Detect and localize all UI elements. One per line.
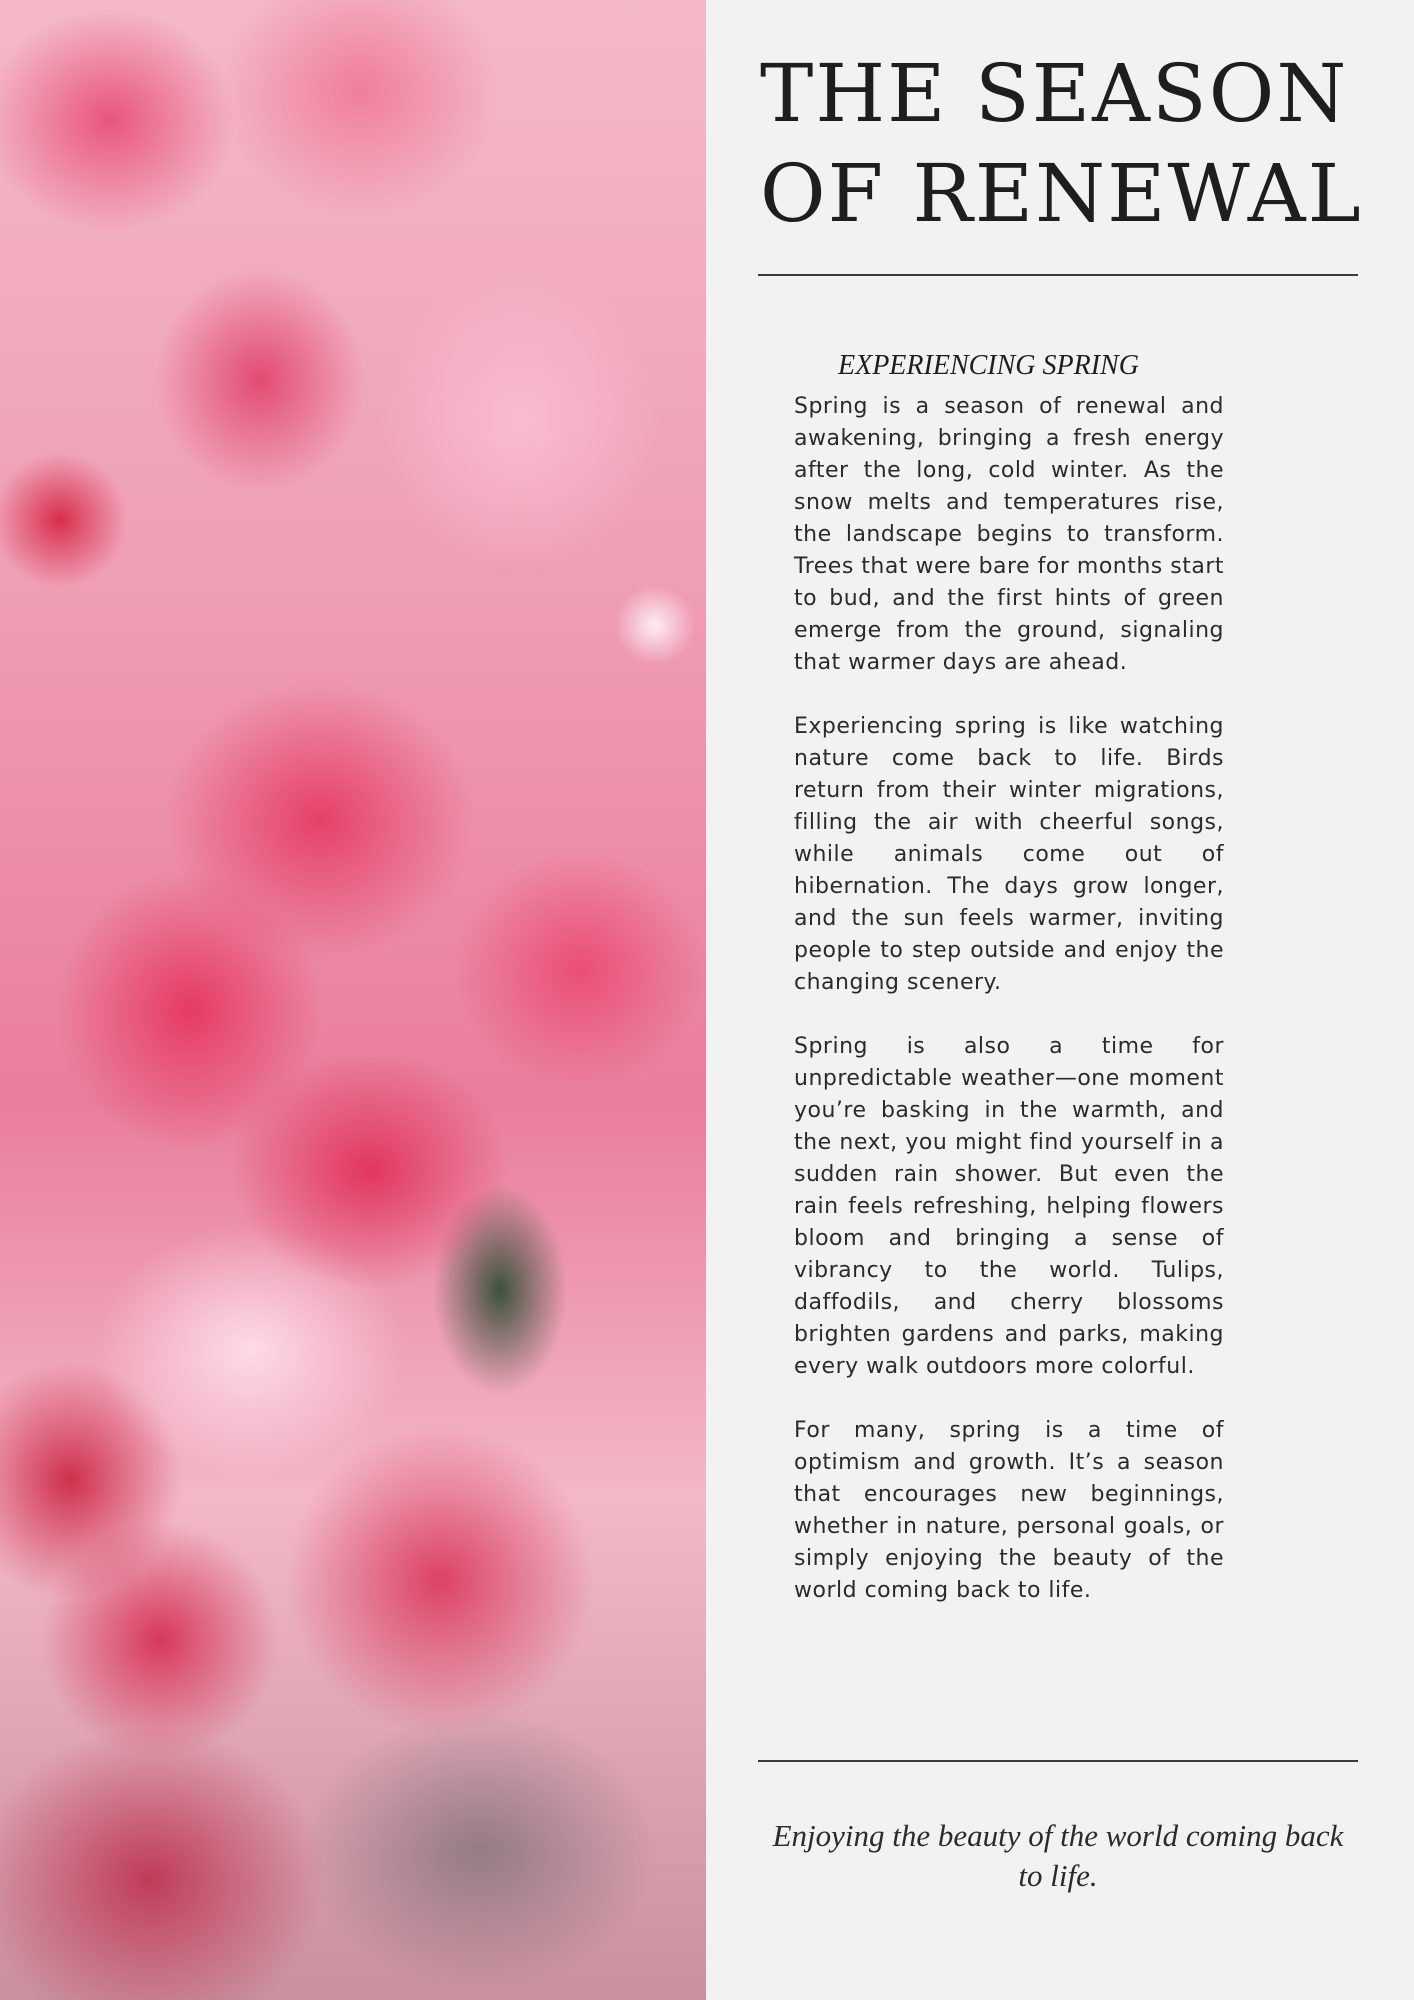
top-divider [758,274,1358,276]
section-heading: EXPERIENCING SPRING [838,350,1139,381]
article-body [794,391,1224,1639]
paragraph-1: Spring is a season of renewal and awakening, bringing a fresh energy after the long, cold winter. As the snow melts and temperatures rise, the landscape begins to transform. Trees that were bare for months start to bud, and the first hints of green emerge from the ground, signaling that warmer days are ahead. [794,394,1224,675]
blossom-photo [0,0,706,2000]
paragraph-2: Experiencing spring is like watching nature come back to life. Birds return from their winter migrations, filling the air with cheerful songs, while animals come out of hibernation. The days grow longer, and the sun feels warmer, inviting people to step outside and enjoy the changing scenery. [794,714,1224,995]
page-title: THE SEASON OF RENEWAL [760,47,1363,240]
text-panel [706,0,1414,2000]
paragraph-3: Spring is also a time for unpredictable weather—one moment you’re basking in the warmth, and the next, you might find yourself in a sudden rain shower. But even the rain feels refreshing, helping flowers bloom and bringing a sense of vibrancy to the world. Tulips, daffodils, and cherry blossoms brighten gardens and parks, making every walk outdoors more colorful. [794,1034,1224,1379]
closing-quote: Enjoying the beauty of the world coming back to life. [772,1818,1344,1893]
paragraph-4: For many, spring is a time of optimism and growth. It’s a season that encourages new beginnings, whether in nature, personal goals, or simply enjoying the beauty of the world coming back to life. [794,1418,1224,1603]
bottom-divider [758,1760,1358,1762]
